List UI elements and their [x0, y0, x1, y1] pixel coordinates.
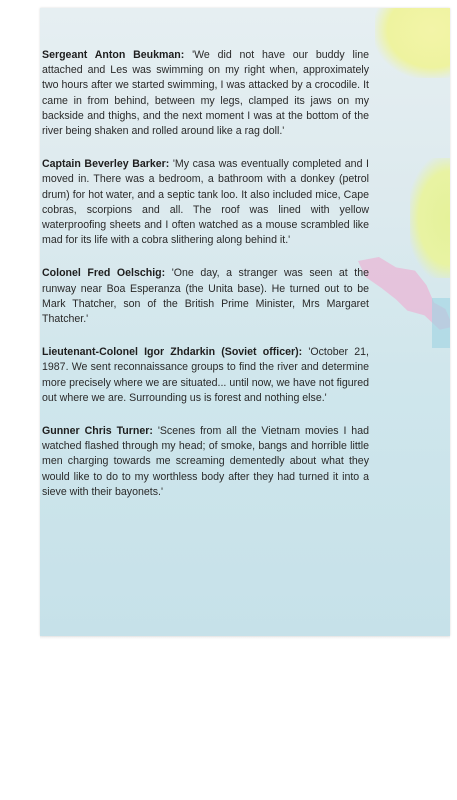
quote-speaker: Colonel Fred Oelschig:	[42, 267, 166, 280]
quote-speaker: Gunner Chris Turner:	[42, 425, 153, 438]
quote-speaker: Captain Beverley Barker:	[42, 158, 170, 171]
map-graphic-blue-region	[432, 298, 450, 348]
quote-paragraph	[42, 424, 369, 500]
quote-text: 'We did not have our buddy line attached and Les was swimming on my right when, approximately two hours after we started swimming, I was attacked by a crocodile. It came in from behind, between my legs, clamped its jaws on my backside and thighs, and the next moment I was at the bottom of the river being shaken and rolled around like a rag doll.'	[42, 49, 369, 138]
quote-paragraph	[42, 266, 369, 327]
quote-speaker: Lieutenant-Colonel Igor Zhdarkin (Soviet officer):	[42, 346, 303, 359]
quote-text: 'Scenes from all the Vietnam movies I had watched flashed through my head; of smoke, bangs and horrible little men charging towards me screaming dementedly about what they would like to do to my worthless body after they had turned it into a sieve with their bayonets.'	[42, 425, 369, 498]
map-graphic-yellow-region	[375, 8, 450, 78]
quote-paragraph	[42, 157, 369, 248]
quote-text: 'October 21, 1987. We sent reconnaissance groups to find the river and determine more precisely where we are situated... until now, we have not figured out where we are. Surrounding us is forest and nothing else.'	[42, 346, 369, 404]
quote-text: 'One day, a stranger was seen at the runway near Boa Esperanza (the Unita base). He turned out to be Mark Thatcher, son of the British Prime Minister, Mrs Margaret Thatcher.'	[42, 267, 369, 326]
quote-speaker: Sergeant Anton Beukman:	[42, 49, 185, 61]
quote-paragraph	[42, 345, 369, 406]
page-edge-shadow	[40, 636, 450, 640]
quotes-block	[42, 48, 369, 518]
map-graphic-yellow-region-right	[410, 158, 450, 278]
quote-text: 'My casa was eventually completed and I moved in. There was a bedroom, a bathroom with a donkey (petrol drum) for hot water, and a septic tank loo. It also included mice, Cape cobras, scorpions and all. The roof was lined with yellow waterproofing sheets and I often watched as a mouse scrambled like mad for its life with a cobra slithering along behind it.'	[42, 158, 369, 247]
quote-paragraph	[42, 48, 369, 139]
